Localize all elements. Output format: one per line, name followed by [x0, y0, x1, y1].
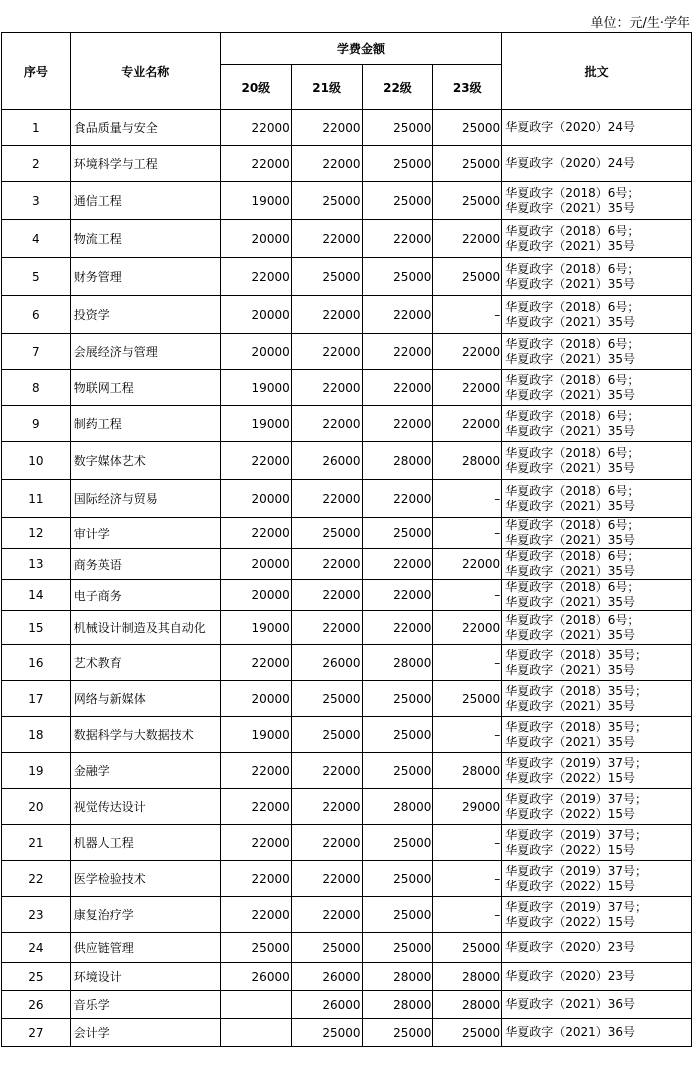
cell-approval [502, 681, 692, 717]
cell-fee: 22000 [433, 611, 502, 645]
approval-line: 华夏政字（2020）23号 [505, 969, 635, 983]
cell-index: 25 [2, 963, 71, 991]
cell-fee: 25000 [291, 681, 362, 717]
cell-fee: 22000 [291, 406, 362, 442]
cell-fee: – [433, 480, 502, 518]
approval-line: 华夏政字（2021）35号 [505, 314, 635, 329]
cell-fee: 25000 [291, 182, 362, 220]
approval-line: 华夏政字（2021）35号 [505, 200, 635, 215]
cell-major: 商务英语 [70, 549, 220, 580]
approval-line: 华夏政字（2021）35号 [505, 734, 635, 749]
cell-fee: 22000 [291, 753, 362, 789]
table-row [2, 991, 692, 1019]
cell-fee: 25000 [433, 933, 502, 963]
header-approval: 批文 [502, 33, 692, 110]
cell-major: 通信工程 [70, 182, 220, 220]
cell-fee: 25000 [291, 717, 362, 753]
cell-fee: 26000 [291, 991, 362, 1019]
table-row [2, 406, 692, 442]
cell-fee: 20000 [220, 296, 291, 334]
cell-fee: 25000 [362, 825, 433, 861]
cell-fee: 22000 [291, 825, 362, 861]
cell-fee: 28000 [362, 991, 433, 1019]
cell-fee: 22000 [362, 611, 433, 645]
cell-index: 4 [2, 220, 71, 258]
cell-approval [502, 580, 692, 611]
cell-index: 13 [2, 549, 71, 580]
approval-line: 华夏政字（2019）37号； [505, 863, 647, 878]
cell-major: 食品质量与安全 [70, 110, 220, 146]
cell-fee: 22000 [220, 518, 291, 549]
cell-fee: 22000 [220, 645, 291, 681]
cell-approval [502, 645, 692, 681]
cell-index: 3 [2, 182, 71, 220]
header-year-23: 23级 [433, 65, 502, 110]
cell-fee: 26000 [291, 645, 362, 681]
approval-line: 华夏政字（2021）35号 [505, 627, 635, 642]
cell-index: 19 [2, 753, 71, 789]
cell-fee: 25000 [291, 518, 362, 549]
cell-fee: 22000 [362, 334, 433, 370]
table-row [2, 825, 692, 861]
cell-approval [502, 897, 692, 933]
cell-fee [220, 991, 291, 1019]
cell-fee: 25000 [362, 897, 433, 933]
cell-fee: 22000 [291, 370, 362, 406]
approval-line: 华夏政字（2019）37号； [505, 827, 647, 842]
cell-fee: 25000 [362, 146, 433, 182]
cell-index: 18 [2, 717, 71, 753]
cell-fee: 25000 [220, 933, 291, 963]
table-row [2, 611, 692, 645]
cell-fee: 22000 [291, 480, 362, 518]
cell-fee: 19000 [220, 370, 291, 406]
cell-approval [502, 110, 692, 146]
header-year-20: 20级 [220, 65, 291, 110]
table-row [2, 296, 692, 334]
cell-approval [502, 370, 692, 406]
approval-line: 华夏政字（2018）35号； [505, 719, 647, 734]
cell-fee: 22000 [220, 825, 291, 861]
approval-line: 华夏政字（2021）35号 [505, 498, 635, 513]
cell-major: 环境科学与工程 [70, 146, 220, 182]
cell-fee: 26000 [220, 963, 291, 991]
table-row [2, 480, 692, 518]
cell-fee: 22000 [220, 897, 291, 933]
cell-fee: 19000 [220, 611, 291, 645]
cell-approval [502, 296, 692, 334]
cell-fee: 22000 [291, 296, 362, 334]
cell-fee: 28000 [362, 789, 433, 825]
cell-fee: 20000 [220, 220, 291, 258]
approval-line: 华夏政字（2021）35号 [505, 564, 635, 578]
cell-major: 数字媒体艺术 [70, 442, 220, 480]
cell-approval [502, 611, 692, 645]
approval-line: 华夏政字（2021）35号 [505, 662, 635, 677]
header-year-22: 22级 [362, 65, 433, 110]
cell-major: 电子商务 [70, 580, 220, 611]
cell-fee: 25000 [433, 182, 502, 220]
table-row [2, 334, 692, 370]
table-row [2, 370, 692, 406]
approval-line: 华夏政字（2018）35号； [505, 647, 647, 662]
cell-fee: 22000 [220, 146, 291, 182]
table-row [2, 861, 692, 897]
cell-index: 12 [2, 518, 71, 549]
cell-approval [502, 717, 692, 753]
approval-line: 华夏政字（2021）35号 [505, 533, 635, 547]
cell-fee: 22000 [433, 406, 502, 442]
cell-major: 金融学 [70, 753, 220, 789]
cell-approval [502, 991, 692, 1019]
cell-index: 15 [2, 611, 71, 645]
cell-fee: 20000 [220, 580, 291, 611]
cell-approval [502, 182, 692, 220]
cell-major: 医学检验技术 [70, 861, 220, 897]
approval-line: 华夏政字（2018）6号； [505, 580, 640, 594]
table-row [2, 963, 692, 991]
cell-approval [502, 334, 692, 370]
approval-line: 华夏政字（2018）6号； [505, 223, 640, 238]
header-year-21: 21级 [291, 65, 362, 110]
approval-line: 华夏政字（2018）6号； [505, 408, 640, 423]
cell-fee: 22000 [362, 549, 433, 580]
unit-label: 单位：元/生·学年 [590, 16, 690, 31]
cell-fee: 22000 [291, 146, 362, 182]
approval-line: 华夏政字（2018）6号； [505, 483, 640, 498]
approval-line: 华夏政字（2022）15号 [505, 914, 635, 929]
cell-major: 艺术教育 [70, 645, 220, 681]
cell-fee: 29000 [433, 789, 502, 825]
approval-line: 华夏政字（2021）35号 [505, 460, 635, 475]
table-row [2, 182, 692, 220]
cell-fee: 22000 [291, 334, 362, 370]
cell-fee: 25000 [433, 146, 502, 182]
table-row [2, 933, 692, 963]
approval-line: 华夏政字（2021）35号 [505, 595, 635, 609]
cell-major: 审计学 [70, 518, 220, 549]
cell-fee: 25000 [433, 110, 502, 146]
approval-line: 华夏政字（2019）37号； [505, 755, 647, 770]
cell-approval [502, 146, 692, 182]
cell-major: 数据科学与大数据技术 [70, 717, 220, 753]
approval-line: 华夏政字（2021）35号 [505, 698, 635, 713]
cell-approval [502, 258, 692, 296]
table-row [2, 442, 692, 480]
approval-line: 华夏政字（2021）35号 [505, 238, 635, 253]
cell-fee: – [433, 580, 502, 611]
cell-fee: 22000 [362, 580, 433, 611]
cell-fee: – [433, 296, 502, 334]
cell-fee: 25000 [362, 258, 433, 296]
cell-fee: 22000 [433, 370, 502, 406]
cell-major: 机器人工程 [70, 825, 220, 861]
cell-approval [502, 442, 692, 480]
approval-line: 华夏政字（2021）36号 [505, 1025, 635, 1039]
cell-major: 机械设计制造及其自动化 [70, 611, 220, 645]
cell-fee: – [433, 897, 502, 933]
cell-index: 22 [2, 861, 71, 897]
cell-fee: 20000 [220, 549, 291, 580]
cell-fee: 22000 [362, 480, 433, 518]
cell-index: 16 [2, 645, 71, 681]
table-row [2, 258, 692, 296]
cell-index: 26 [2, 991, 71, 1019]
cell-fee: 25000 [362, 753, 433, 789]
approval-line: 华夏政字（2018）6号； [505, 518, 640, 532]
cell-index: 8 [2, 370, 71, 406]
tuition-table [1, 32, 692, 1047]
cell-fee: – [433, 518, 502, 549]
cell-index: 11 [2, 480, 71, 518]
cell-fee: – [433, 645, 502, 681]
cell-major: 康复治疗学 [70, 897, 220, 933]
approval-line: 华夏政字（2019）37号； [505, 899, 647, 914]
cell-fee: 22000 [220, 789, 291, 825]
approval-line: 华夏政字（2018）6号； [505, 612, 640, 627]
cell-fee: 28000 [362, 645, 433, 681]
approval-line: 华夏政字（2018）6号； [505, 336, 640, 351]
header-fee-group: 学费金额 [220, 33, 501, 65]
approval-line: 华夏政字（2020）24号 [505, 156, 635, 170]
cell-fee: 22000 [291, 861, 362, 897]
table-row [2, 717, 692, 753]
header-major: 专业名称 [70, 33, 220, 110]
cell-fee: 22000 [220, 258, 291, 296]
table-row [2, 897, 692, 933]
cell-fee: – [433, 861, 502, 897]
approval-line: 华夏政字（2021）35号 [505, 423, 635, 438]
table-row [2, 753, 692, 789]
cell-fee: 28000 [433, 753, 502, 789]
cell-index: 6 [2, 296, 71, 334]
cell-major: 物联网工程 [70, 370, 220, 406]
cell-fee: 22000 [291, 789, 362, 825]
cell-major: 音乐学 [70, 991, 220, 1019]
approval-line: 华夏政字（2022）15号 [505, 806, 635, 821]
approval-line: 华夏政字（2018）6号； [505, 549, 640, 563]
cell-fee: 22000 [291, 897, 362, 933]
cell-fee: 20000 [220, 334, 291, 370]
cell-index: 7 [2, 334, 71, 370]
cell-approval [502, 406, 692, 442]
cell-major: 网络与新媒体 [70, 681, 220, 717]
cell-approval [502, 753, 692, 789]
cell-index: 10 [2, 442, 71, 480]
table-row [2, 146, 692, 182]
cell-fee: 22000 [291, 110, 362, 146]
cell-fee: 25000 [362, 681, 433, 717]
header-index: 序号 [2, 33, 71, 110]
cell-fee: 25000 [433, 681, 502, 717]
cell-major: 会计学 [70, 1019, 220, 1047]
approval-line: 华夏政字（2021）35号 [505, 387, 635, 402]
cell-fee: 28000 [433, 991, 502, 1019]
cell-approval [502, 933, 692, 963]
cell-fee: 19000 [220, 717, 291, 753]
table-row [2, 110, 692, 146]
cell-approval [502, 1019, 692, 1047]
cell-major: 会展经济与管理 [70, 334, 220, 370]
approval-line: 华夏政字（2021）36号 [505, 997, 635, 1011]
cell-major: 视觉传达设计 [70, 789, 220, 825]
cell-fee: 25000 [291, 933, 362, 963]
cell-index: 5 [2, 258, 71, 296]
cell-major: 国际经济与贸易 [70, 480, 220, 518]
cell-approval [502, 549, 692, 580]
cell-fee: – [433, 717, 502, 753]
cell-approval [502, 220, 692, 258]
approval-line: 华夏政字（2018）6号； [505, 445, 640, 460]
cell-fee: 25000 [433, 258, 502, 296]
approval-line: 华夏政字（2020）24号 [505, 120, 635, 134]
approval-line: 华夏政字（2018）35号； [505, 683, 647, 698]
table-row [2, 549, 692, 580]
cell-fee: 22000 [433, 220, 502, 258]
approval-line: 华夏政字（2021）35号 [505, 351, 635, 366]
cell-fee: 28000 [433, 963, 502, 991]
cell-approval [502, 518, 692, 549]
cell-major: 投资学 [70, 296, 220, 334]
table-row [2, 1019, 692, 1047]
cell-fee: 25000 [362, 1019, 433, 1047]
cell-index: 27 [2, 1019, 71, 1047]
cell-fee: 22000 [433, 334, 502, 370]
cell-fee: 28000 [362, 963, 433, 991]
cell-fee: 22000 [291, 611, 362, 645]
cell-approval [502, 789, 692, 825]
cell-fee: 19000 [220, 182, 291, 220]
approval-line: 华夏政字（2022）15号 [505, 842, 635, 857]
approval-line: 华夏政字（2019）37号； [505, 791, 647, 806]
cell-approval [502, 825, 692, 861]
table-row [2, 789, 692, 825]
cell-index: 2 [2, 146, 71, 182]
cell-fee: 25000 [362, 110, 433, 146]
approval-line: 华夏政字（2022）15号 [505, 770, 635, 785]
cell-fee: 22000 [291, 580, 362, 611]
cell-fee: – [433, 825, 502, 861]
cell-index: 24 [2, 933, 71, 963]
cell-fee: 20000 [220, 681, 291, 717]
approval-line: 华夏政字（2018）6号； [505, 261, 640, 276]
cell-fee: 26000 [291, 963, 362, 991]
cell-major: 供应链管理 [70, 933, 220, 963]
table-row [2, 220, 692, 258]
cell-fee: 22000 [362, 406, 433, 442]
cell-fee: 19000 [220, 406, 291, 442]
cell-fee: 25000 [291, 258, 362, 296]
cell-approval [502, 480, 692, 518]
cell-fee: 26000 [291, 442, 362, 480]
cell-fee: 28000 [362, 442, 433, 480]
cell-index: 23 [2, 897, 71, 933]
cell-fee: 22000 [220, 442, 291, 480]
cell-fee: 25000 [433, 1019, 502, 1047]
cell-index: 17 [2, 681, 71, 717]
cell-fee: 25000 [362, 182, 433, 220]
cell-major: 环境设计 [70, 963, 220, 991]
cell-fee: 22000 [220, 861, 291, 897]
approval-line: 华夏政字（2018）6号； [505, 372, 640, 387]
cell-index: 9 [2, 406, 71, 442]
approval-line: 华夏政字（2020）23号 [505, 940, 635, 954]
cell-fee: 22000 [220, 753, 291, 789]
table-body [2, 110, 692, 1047]
cell-fee: 25000 [362, 861, 433, 897]
cell-fee: 22000 [433, 549, 502, 580]
cell-major: 物流工程 [70, 220, 220, 258]
table-row [2, 645, 692, 681]
cell-fee: 20000 [220, 480, 291, 518]
approval-line: 华夏政字（2021）35号 [505, 276, 635, 291]
cell-fee: 22000 [362, 370, 433, 406]
cell-fee: 22000 [362, 296, 433, 334]
cell-fee: 22000 [291, 549, 362, 580]
cell-major: 制药工程 [70, 406, 220, 442]
cell-index: 20 [2, 789, 71, 825]
cell-major: 财务管理 [70, 258, 220, 296]
cell-approval [502, 861, 692, 897]
table-row [2, 518, 692, 549]
approval-line: 华夏政字（2022）15号 [505, 878, 635, 893]
cell-fee: 25000 [291, 1019, 362, 1047]
cell-fee: 22000 [362, 220, 433, 258]
cell-fee: 25000 [362, 717, 433, 753]
table-row [2, 681, 692, 717]
cell-index: 14 [2, 580, 71, 611]
cell-fee: 25000 [362, 933, 433, 963]
cell-fee: 25000 [362, 518, 433, 549]
cell-index: 1 [2, 110, 71, 146]
cell-fee: 28000 [433, 442, 502, 480]
cell-index: 21 [2, 825, 71, 861]
cell-fee [220, 1019, 291, 1047]
table-row [2, 580, 692, 611]
cell-approval [502, 963, 692, 991]
cell-fee: 22000 [291, 220, 362, 258]
cell-fee: 22000 [220, 110, 291, 146]
approval-line: 华夏政字（2018）6号； [505, 185, 640, 200]
approval-line: 华夏政字（2018）6号； [505, 299, 640, 314]
